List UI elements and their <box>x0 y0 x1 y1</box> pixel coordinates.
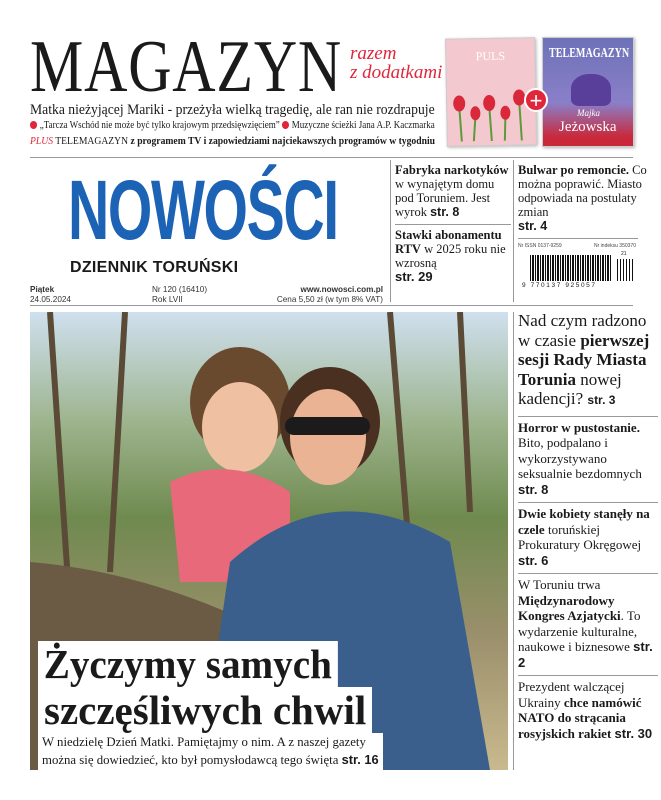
teaser-bold: Stawki abonamentu RTV <box>395 228 502 256</box>
page-ref: str. 2 <box>518 639 653 670</box>
teaser-text: . To wydarzenie kulturalne, naukowe i biznesowe <box>518 608 641 654</box>
tele-title: TELEMAGAZYN <box>549 46 630 61</box>
teaser-bold: Fabryka narkotyków <box>395 163 509 177</box>
barcode-addon-number: 21 <box>621 251 627 257</box>
puls-title: PULS <box>475 48 506 64</box>
caption-line: W niedzielę Dzień Matki. Pamiętajmy o nim. A z naszej gazety <box>42 735 366 749</box>
newspaper-logo: NOWOŚCI <box>68 163 338 257</box>
teaser-bold: pierwszej sesji Rady Miasta Torunia <box>518 330 650 389</box>
barcode-block <box>518 238 638 294</box>
teaser-text: Co można poprawić. Miasto odpowiada na postulaty zmian <box>518 163 647 219</box>
page-ref: str. 29 <box>395 269 433 284</box>
teaser-bold: Bulwar po remoncie. <box>518 163 629 177</box>
sidebar-teaser[interactable] <box>518 502 658 573</box>
bullet-icon <box>30 121 37 129</box>
teaser-bulwar[interactable] <box>518 160 656 238</box>
sidebar <box>518 308 658 746</box>
teaser-text: nowej kadencji? <box>518 369 622 408</box>
teaser-text: w wynajętym domu pod Toruniem. Jest wyrok <box>395 177 495 219</box>
issue-date-value: 24.05.2024 <box>30 295 71 304</box>
divider <box>390 160 391 302</box>
teaser-text: W Toruniu trwa <box>518 577 601 592</box>
divider <box>513 312 514 770</box>
teaser-bold: Dwie kobiety stanęły na czele <box>518 506 650 537</box>
magazine-subtitle: Matka nieżyjącej Mariki - przeżyła wielką tragedię, ale ran nie rozdrapuje <box>30 102 435 118</box>
issue-number <box>152 285 207 305</box>
bullet-text: „Tarcza Wschód nie może być tylko krajowym przedsięwzięciem” <box>39 120 280 131</box>
sidebar-teaser[interactable] <box>518 416 658 503</box>
telemagazyn-cover-image <box>542 37 634 147</box>
plus-icon: + <box>524 88 548 112</box>
magazine-bullets <box>30 120 435 131</box>
page-ref: str. 3 <box>587 393 616 407</box>
issue-date <box>30 285 71 305</box>
issue-day: Piątek <box>30 285 55 294</box>
main-caption <box>38 733 383 770</box>
plus-brand: TELEMAGAZYN <box>55 136 129 147</box>
divider <box>30 157 633 158</box>
divider <box>513 160 514 302</box>
teaser-text: Bito, podpalano i wykorzystywano seksualnie bezdomnych <box>518 435 642 481</box>
teaser-text: toruńskiej Prokuratury Okręgowej <box>518 521 642 552</box>
barcode-addon <box>617 259 635 281</box>
teaser-bold: Horror w pustostanie. <box>518 419 640 435</box>
teaser-fabryka[interactable] <box>395 160 511 224</box>
page-ref: str. 4 <box>518 219 548 233</box>
newspaper-subtitle: DZIENNIK TORUŃSKI <box>70 259 239 276</box>
teaser-text: w 2025 roku nie wzrosną <box>395 242 506 270</box>
issn: Nr ISSN 0137-9259 <box>518 243 562 249</box>
issue-year: Rok LVII <box>152 295 183 304</box>
divider <box>30 305 633 306</box>
teaser-bold: Międzynarodowy Kongres Azjatycki <box>518 592 621 623</box>
website-link[interactable]: www.nowosci.com.pl <box>300 285 383 294</box>
page-ref: str. 8 <box>518 481 549 497</box>
plus-label: PLUS <box>30 136 54 147</box>
sidebar-teaser[interactable] <box>518 308 658 416</box>
page-ref: str. 16 <box>341 752 379 767</box>
puls-cover-image <box>445 37 537 147</box>
plus-text: z programem TV i zapowiedziami najciekawszych programów w tygodniu <box>130 136 436 147</box>
teaser-text: Nad czym radzono w czasie <box>518 311 647 350</box>
price: Cena 5,50 zł (w tym 8% VAT) <box>276 295 383 304</box>
teaser-column-1 <box>395 160 511 289</box>
main-headline[interactable]: szczęśliwych chwil <box>38 687 372 733</box>
cover-name: Jeżowska <box>559 119 617 135</box>
issue-info <box>277 285 383 305</box>
teaser-bold: chce namówić NATO do strącania rosyjskich rakiet <box>518 694 642 741</box>
teaser-column-2 <box>518 160 656 294</box>
teaser-text: Prezydent walczącej Ukrainy <box>518 679 625 710</box>
teaser-rtv[interactable] <box>395 224 511 289</box>
plus-line <box>30 136 435 147</box>
barcode-number: 9 770137 925057 <box>522 282 597 289</box>
page-ref: str. 8 <box>430 205 460 219</box>
bullet-icon <box>282 121 289 129</box>
issue-number-value: Nr 120 (16410) <box>152 285 208 294</box>
magazine-title: MAGAZYN <box>30 26 343 108</box>
tulips-icon <box>447 80 538 142</box>
cover-person <box>571 74 611 106</box>
main-headline[interactable]: Życzymy samych <box>38 641 338 687</box>
sidebar-teaser[interactable] <box>518 573 658 675</box>
tagline-line: z dodatkami <box>350 62 443 83</box>
barcode <box>530 255 612 281</box>
page-ref: str. 6 <box>518 552 549 568</box>
sidebar-teaser[interactable] <box>518 675 658 746</box>
cover-name: Majka <box>577 108 600 118</box>
bullet-text: Muzyczne ścieżki Jana A.P. Kaczmarka <box>291 120 435 131</box>
magazine-tagline <box>350 44 442 82</box>
caption-line: można się dowiedzieć, kto był pomysłodawcą tego święta <box>42 753 339 767</box>
tagline-line: razem <box>350 43 397 64</box>
index-number: Nr indeksu 350370 <box>594 243 636 249</box>
page-ref: str. 30 <box>614 725 653 741</box>
issn-info <box>518 243 636 249</box>
